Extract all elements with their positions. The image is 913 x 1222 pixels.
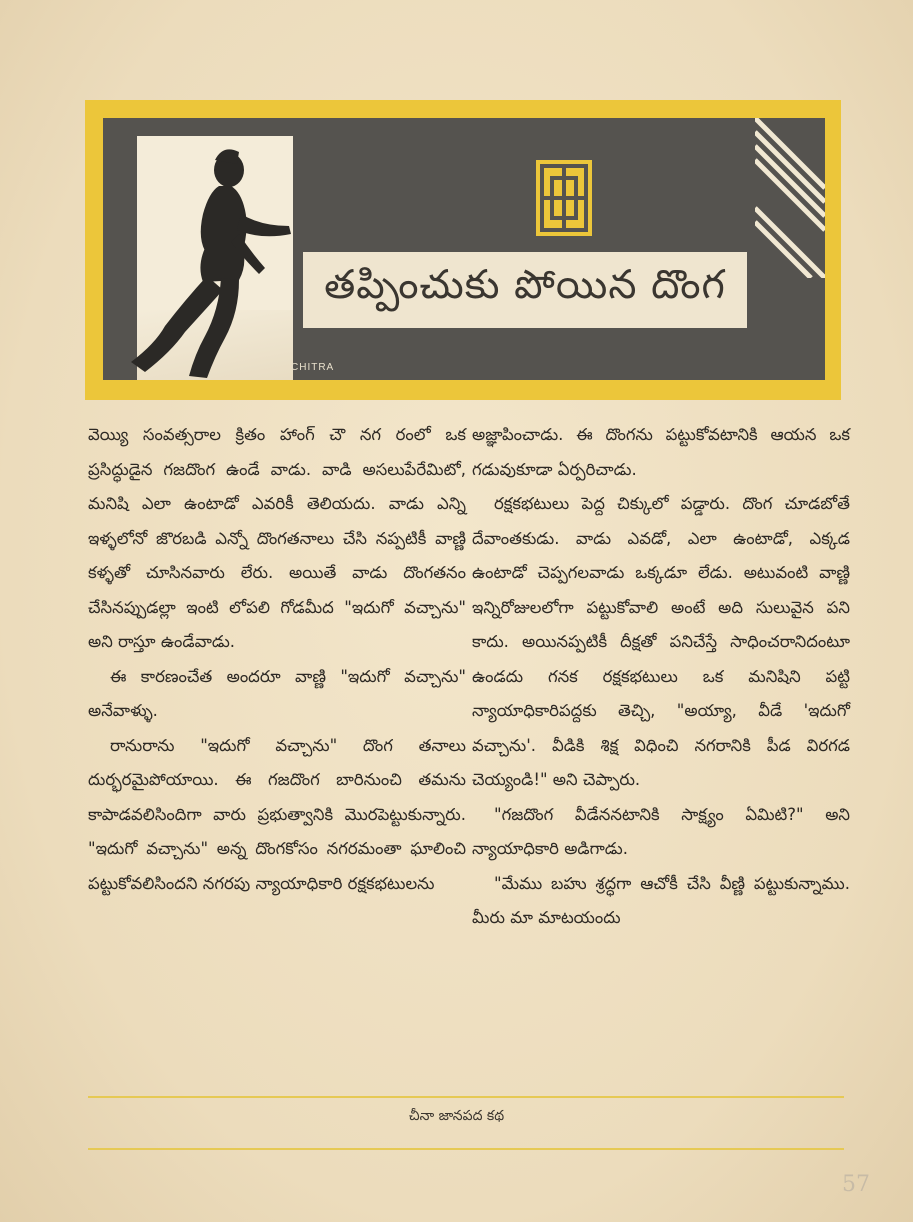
story-header-banner <box>85 100 841 400</box>
paragraph: వెయ్యి సంవత్సరాల క్రితం హాంగ్ చౌ నగ రంలో ఒక ప్రసిద్ధుడైన గజదొంగ ఉండే వాడు. వాడి అసలుపేరేమిటో, మనిషి ఎలా ఉంటాడో ఎవరికీ తెలియదు. వాడు ఎన్ని ఇళ్ళలోనో జొరబడి ఎన్నో దొంగతనాలు చేసి నప్పటికీ వాణ్ణి కళ్ళతో చూసినవారు లేరు. అయితే వాడు దొంగతనం చేసినప్పుడల్లా ఇంటి లోపలి గోడమీద "ఇదుగో వచ్చాను" అని రాస్తూ ఉండేవాడు. <box>88 425 466 651</box>
footer-rule-bottom <box>88 1148 844 1150</box>
page-number: 57 <box>842 1172 870 1197</box>
footer-rule-top <box>88 1096 844 1098</box>
paragraph: "మేము బహు శ్రద్ధగా ఆచోకీ చేసి వీణ్ణి పట్టుకున్నాము. మీరు మా మాటయందు <box>472 873 850 927</box>
left-text-column <box>88 418 466 901</box>
story-title-panel <box>303 252 747 328</box>
cross-emblem-icon <box>536 160 592 236</box>
paragraph: ఈ కారణంచేత అందరూ వాణ్ణి "ఇదుగో వచ్చాను" అనేవాళ్ళు. <box>88 666 466 720</box>
banner-illustration <box>103 118 825 380</box>
paragraph: రానురాను "ఇదుగో వచ్చాను" దొంగ తనాలు దుర్భరమైపోయాయి. ఈ గజదొంగ బారినుంచి తమను కాపాడవలిసిందిగా వారు ప్రభుత్వానికి మొరపెట్టుకున్నారు. "ఇదుగో వచ్చాను" అన్న దొంగకోసం నగరమంతా ఘాలించి పట్టుకోవలిసిందని నగరపు న్యాయాధికారి రక్షకభటులను <box>88 735 466 893</box>
right-text-column <box>472 418 850 936</box>
paragraph: రక్షకభటులు పెద్ద చిక్కులో పడ్డారు. దొంగ చూడబోతే దేవాంతకుడు. వాడు ఎవడో, ఎలా ఉంటాడో, ఎక్కడ ఉంటాడో చెప్పగలవాడు ఒక్కడూ లేడు. అటువంటి వాణ్ణి ఇన్నిరోజులలోగా పట్టుకోవాలి అంటే అది సులువైన పని కాదు. అయినప్పటికీ దీక్షతో పనిచేస్తే సాధించరానిదంటూ ఉండదు గనక రక్షకభటులు ఒక మనిషిని పట్టి న్యాయాధికారిపద్దకు తెచ్చి, "అయ్యా, వీడే 'ఇదుగో వచ్చాను'. వీడికి శిక్ష విధించి నగరానికి పీడ విరగడ చెయ్యండి!" అని చెప్పారు. <box>472 494 850 789</box>
artist-signature: CHITRA <box>291 362 335 373</box>
paragraph: అజ్ఞాపించాడు. ఈ దొంగను పట్టుకోవటానికి ఆయన ఒక గడువుకూడా ఏర్పరిచాడు. <box>472 425 850 479</box>
stripes-decoration <box>755 118 825 278</box>
story-title: తప్పించుకు పోయిన దొంగ <box>324 262 726 308</box>
paragraph: "గజదొంగ వీడేననటానికి సాక్ష్యం ఏమిటి?" అని న్యాయాధికారి అడిగాడు. <box>472 804 850 858</box>
thief-silhouette <box>111 130 311 380</box>
footer-caption: చీనా జానపద కథ <box>408 1108 505 1124</box>
